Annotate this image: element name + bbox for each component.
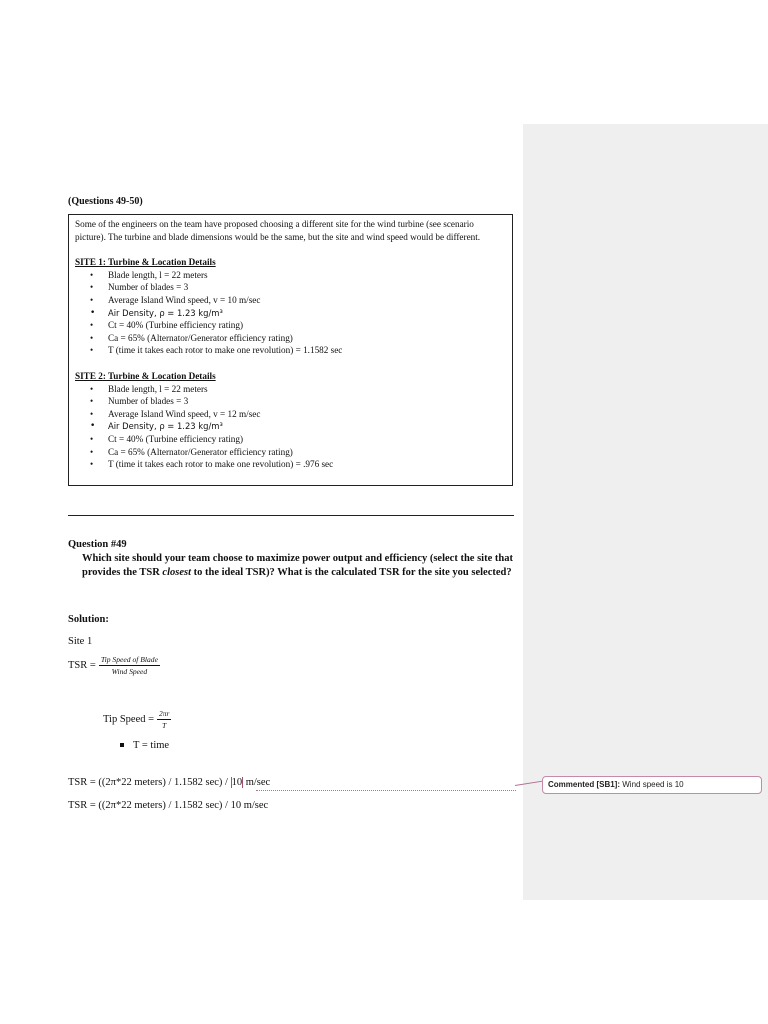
- scenario-box: [68, 214, 513, 486]
- tsr-numerator: Tip Speed of Blade: [100, 655, 158, 664]
- tip-speed-denominator: T: [162, 721, 167, 730]
- tip-speed-lhs: Tip Speed =: [103, 714, 155, 725]
- question-text-a: Which site should your team choose to maximize power output and efficiency (select the site that provides the TSR: [82, 553, 513, 578]
- tip-speed-numerator: 2πr: [159, 709, 170, 718]
- comment-anchor[interactable]: 10: [231, 777, 243, 788]
- tsr-calculation-1: [68, 777, 270, 788]
- question-text-b: to the ideal TSR)? What is the calculated TSR for the site you selected?: [191, 566, 512, 578]
- tip-speed-formula: [103, 709, 171, 730]
- site2-wind-speed: • Average Island Wind speed, v = 12 m/sec: [75, 408, 506, 421]
- question-text: [82, 552, 514, 579]
- site1-list: [75, 269, 506, 357]
- solution-site: Site 1: [68, 636, 93, 647]
- calc1-pre: TSR = ((2π*22 meters) / 1.1582 sec) /: [68, 777, 231, 788]
- time-definition: [120, 740, 169, 751]
- scenario-intro: Some of the engineers on the team have proposed choosing a different site for the wind turbine (see scenario picture). The turbine and blade dimensions would be the same, but the site and wind speed would be different.: [75, 219, 481, 242]
- site1-air-density: • Air Density, ρ = 1.23 kg/m³: [75, 307, 506, 320]
- comment-text: Wind speed is 10: [620, 780, 684, 789]
- site1-rotation-time: • T (time it takes each rotor to make one revolution) = 1.1582 sec: [75, 344, 506, 357]
- site2-alternator-efficiency: • Ca = 65% (Alternator/Generator efficiency rating): [75, 446, 506, 459]
- time-definition-text: T = time: [133, 740, 170, 751]
- solution-label: Solution:: [68, 614, 109, 625]
- tsr-calculation-2: TSR = ((2π*22 meters) / 1.1582 sec) / 10 m/sec: [68, 800, 269, 811]
- comment-label: Commented [SB1]:: [548, 780, 621, 789]
- comment-connector-line: [256, 790, 516, 792]
- tsr-denominator: Wind Speed: [111, 667, 148, 676]
- site2-heading: SITE 2: Turbine & Location Details: [75, 370, 216, 381]
- site2-turbine-efficiency: • Ct = 40% (Turbine efficiency rating): [75, 433, 506, 446]
- questions-header: (Questions 49-50): [68, 196, 143, 207]
- comment-bubble[interactable]: [542, 776, 762, 794]
- comment-connector-diagonal: [515, 780, 545, 786]
- site1-blade-count: • Number of blades = 3: [75, 281, 506, 294]
- site2-air-density: • Air Density, ρ = 1.23 kg/m³: [75, 420, 506, 433]
- site1-alternator-efficiency: • Ca = 65% (Alternator/Generator efficiency rating): [75, 332, 506, 345]
- tip-speed-fraction: [157, 709, 171, 730]
- site2-blade-count: • Number of blades = 3: [75, 395, 506, 408]
- tsr-lhs: TSR =: [68, 660, 96, 671]
- site1-blade-length: • Blade length, l = 22 meters: [75, 269, 506, 282]
- site1-heading: SITE 1: Turbine & Location Details: [75, 257, 216, 268]
- tsr-fraction: [99, 655, 160, 676]
- site2-blade-length: • Blade length, l = 22 meters: [75, 383, 506, 396]
- square-bullet-icon: [120, 743, 124, 747]
- tsr-formula: [68, 655, 160, 676]
- site2-list: [75, 383, 506, 471]
- site1-wind-speed: • Average Island Wind speed, v = 10 m/sec: [75, 294, 506, 307]
- question-emphasis: closest: [162, 566, 191, 578]
- site2-rotation-time: • T (time it takes each rotor to make one revolution) = .976 sec: [75, 458, 506, 471]
- calc1-post: m/sec: [243, 777, 271, 788]
- site1-turbine-efficiency: • Ct = 40% (Turbine efficiency rating): [75, 319, 506, 332]
- section-divider: [68, 515, 514, 516]
- question-number: Question #49: [68, 539, 127, 550]
